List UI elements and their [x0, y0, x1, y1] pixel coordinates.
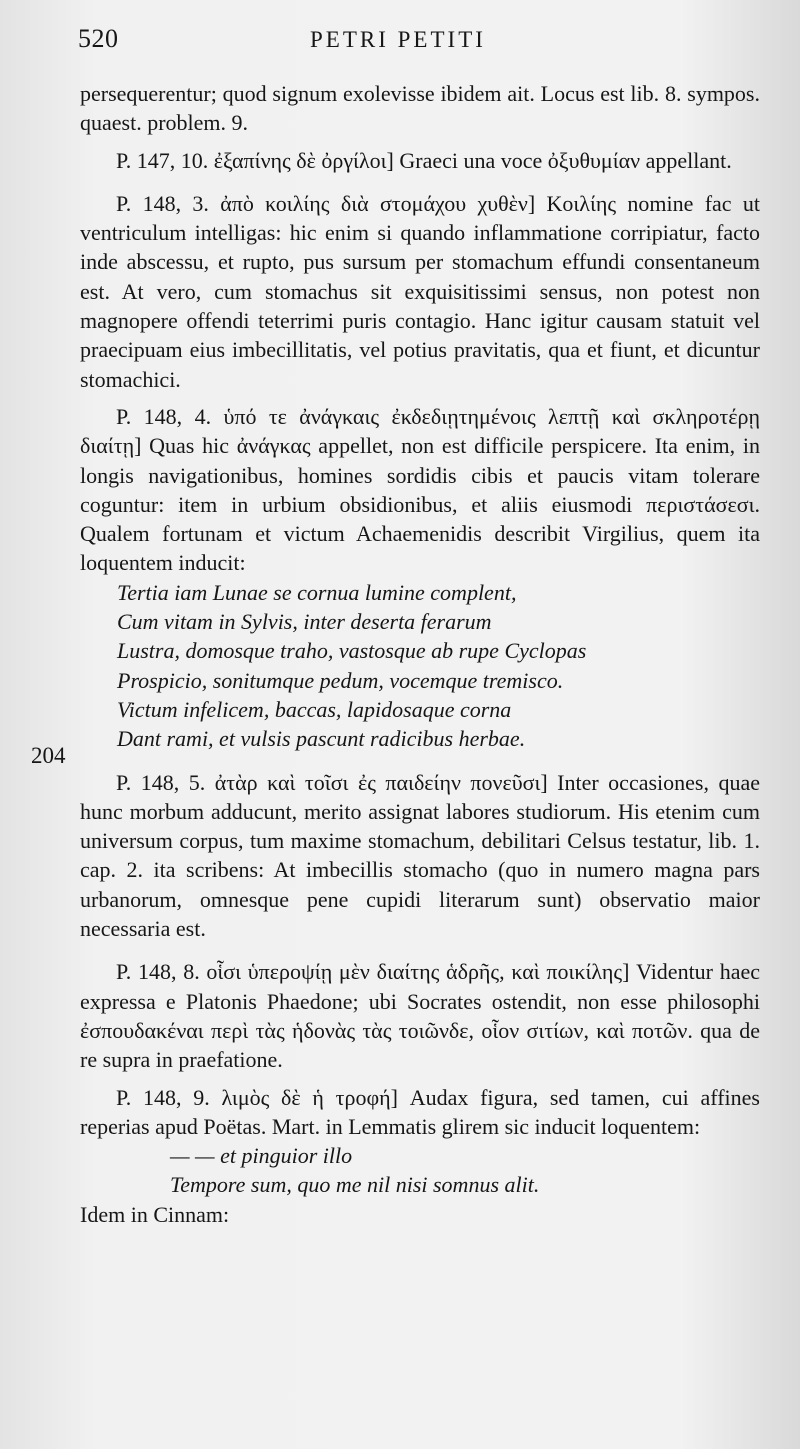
- verse-line: Cum vitam in Sylvis, inter deserta ferarum: [117, 609, 492, 635]
- verse-line: Tempore sum, quo me nil nisi somnus alit.: [170, 1172, 540, 1198]
- margin-line-number: 204: [31, 743, 66, 768]
- verse-line: Lustra, domosque traho, vastosque ab rupe Cyclopas: [117, 638, 587, 664]
- paragraph-note-148-3: P. 148, 3. ἀπὸ κοιλίης διὰ στομάχου χυθὲν] Κοιλίης nomine fac ut ventriculum intelligas: hic enim si quando inflammatione corripiatur, facto inde abscessu, et rupto, pus sursum per stomachum effundi consentaneum est. At vero, cum stomachus sit exquisitissimi sensus, non potest non magnopere offendi teterrimi puris contagio. Hanc igitur causam statuit vel praecipuam eius imbecillitatis, vel potius pravitatis, qua et fiunt, et dicuntur stomachici.: [80, 190, 760, 392]
- paragraph-continuation: persequerentur; quod signum exolevisse ibidem ait. Locus est lib. 8. sympos. quaest. problem. 9.: [80, 81, 760, 136]
- paragraph-note-148-5: P. 148, 5. ἀτὰρ καὶ τοῖσι ἐς παιδείην πονεῦσι] Inter occasiones, quae hunc morbum adducunt, merito assignat labores studiorum. His etenim cum universum corpus, tum maxime stomachum, debilitari Celsus testatur, lib. 1. cap. 2. ita scribens: At imbecillis stomacho (quo in numero magna pars urbanorum, omnesque pene cupidi literarum sunt) observatio maior necessaria est.: [80, 769, 760, 942]
- verse-line: Victum infelicem, baccas, lapidosaque corna: [117, 696, 512, 722]
- body-text: [80, 79, 760, 1229]
- verse-quotation-martial: [80, 1141, 760, 1200]
- paragraph-note-148-9: P. 148, 9. λιμὸς δὲ ἡ τροφή] Audax figura, sed tamen, cui affines reperias apud Poëtas. Mart. in Lemmatis glirem sic inducit loquentem:: [80, 1084, 760, 1139]
- verse-line: Dant rami, et vulsis pascunt radicibus herbae.: [117, 726, 526, 752]
- verse-quotation-virgil: [80, 578, 760, 754]
- page-header: [78, 20, 678, 60]
- paragraph-note-148-4: P. 148, 4. ὑπό τε ἀνάγκαις ἐκδεδιῃτημένοις λεπτῇ καὶ σκληροτέρῃ διαίτῃ] Quas hic ἀνάγκας appellet, non est difficile perspicere. Ita enim, in longis navigationibus, homines sordidis cibis et paucis vitam tolerare coguntur: item in urbium obsidionibus, et aliis eiusmodi περιστάσεσι. Qualem fortunam et victum Achaemenidis describit Virgilius, quem ita loquentem inducit:: [80, 403, 760, 576]
- verse-line: Tertia iam Lunae se cornua lumine complent,: [117, 579, 517, 605]
- closing-line: Idem in Cinnam:: [80, 1201, 230, 1227]
- paragraph-note-147-10: P. 147, 10. ἐξαπίνης δὲ ὀργίλοι] Graeci una voce ὀξυθυμίαν appellant.: [116, 147, 732, 173]
- paragraph-note-148-8: P. 148, 8. οἷσι ὑπεροψίῃ μὲν διαίτης ἁδρῆς, καὶ ποικίλης] Videntur haec expressa e Platonis Phaedone; ubi Socrates ostendit, non esse philosophi ἐσπουδακέναι περὶ τὰς ἡδονὰς τὰς τοιῶνδε, οἷον σιτίων, καὶ ποτῶν. qua de re supra in praefatione.: [80, 959, 760, 1073]
- page-number: 520: [78, 24, 119, 53]
- verse-line: — — et pinguior illo: [170, 1143, 353, 1169]
- running-title: PETRI PETITI: [310, 27, 486, 52]
- verse-line: Prospicio, sonitumque pedum, vocemque tremisco.: [117, 667, 564, 693]
